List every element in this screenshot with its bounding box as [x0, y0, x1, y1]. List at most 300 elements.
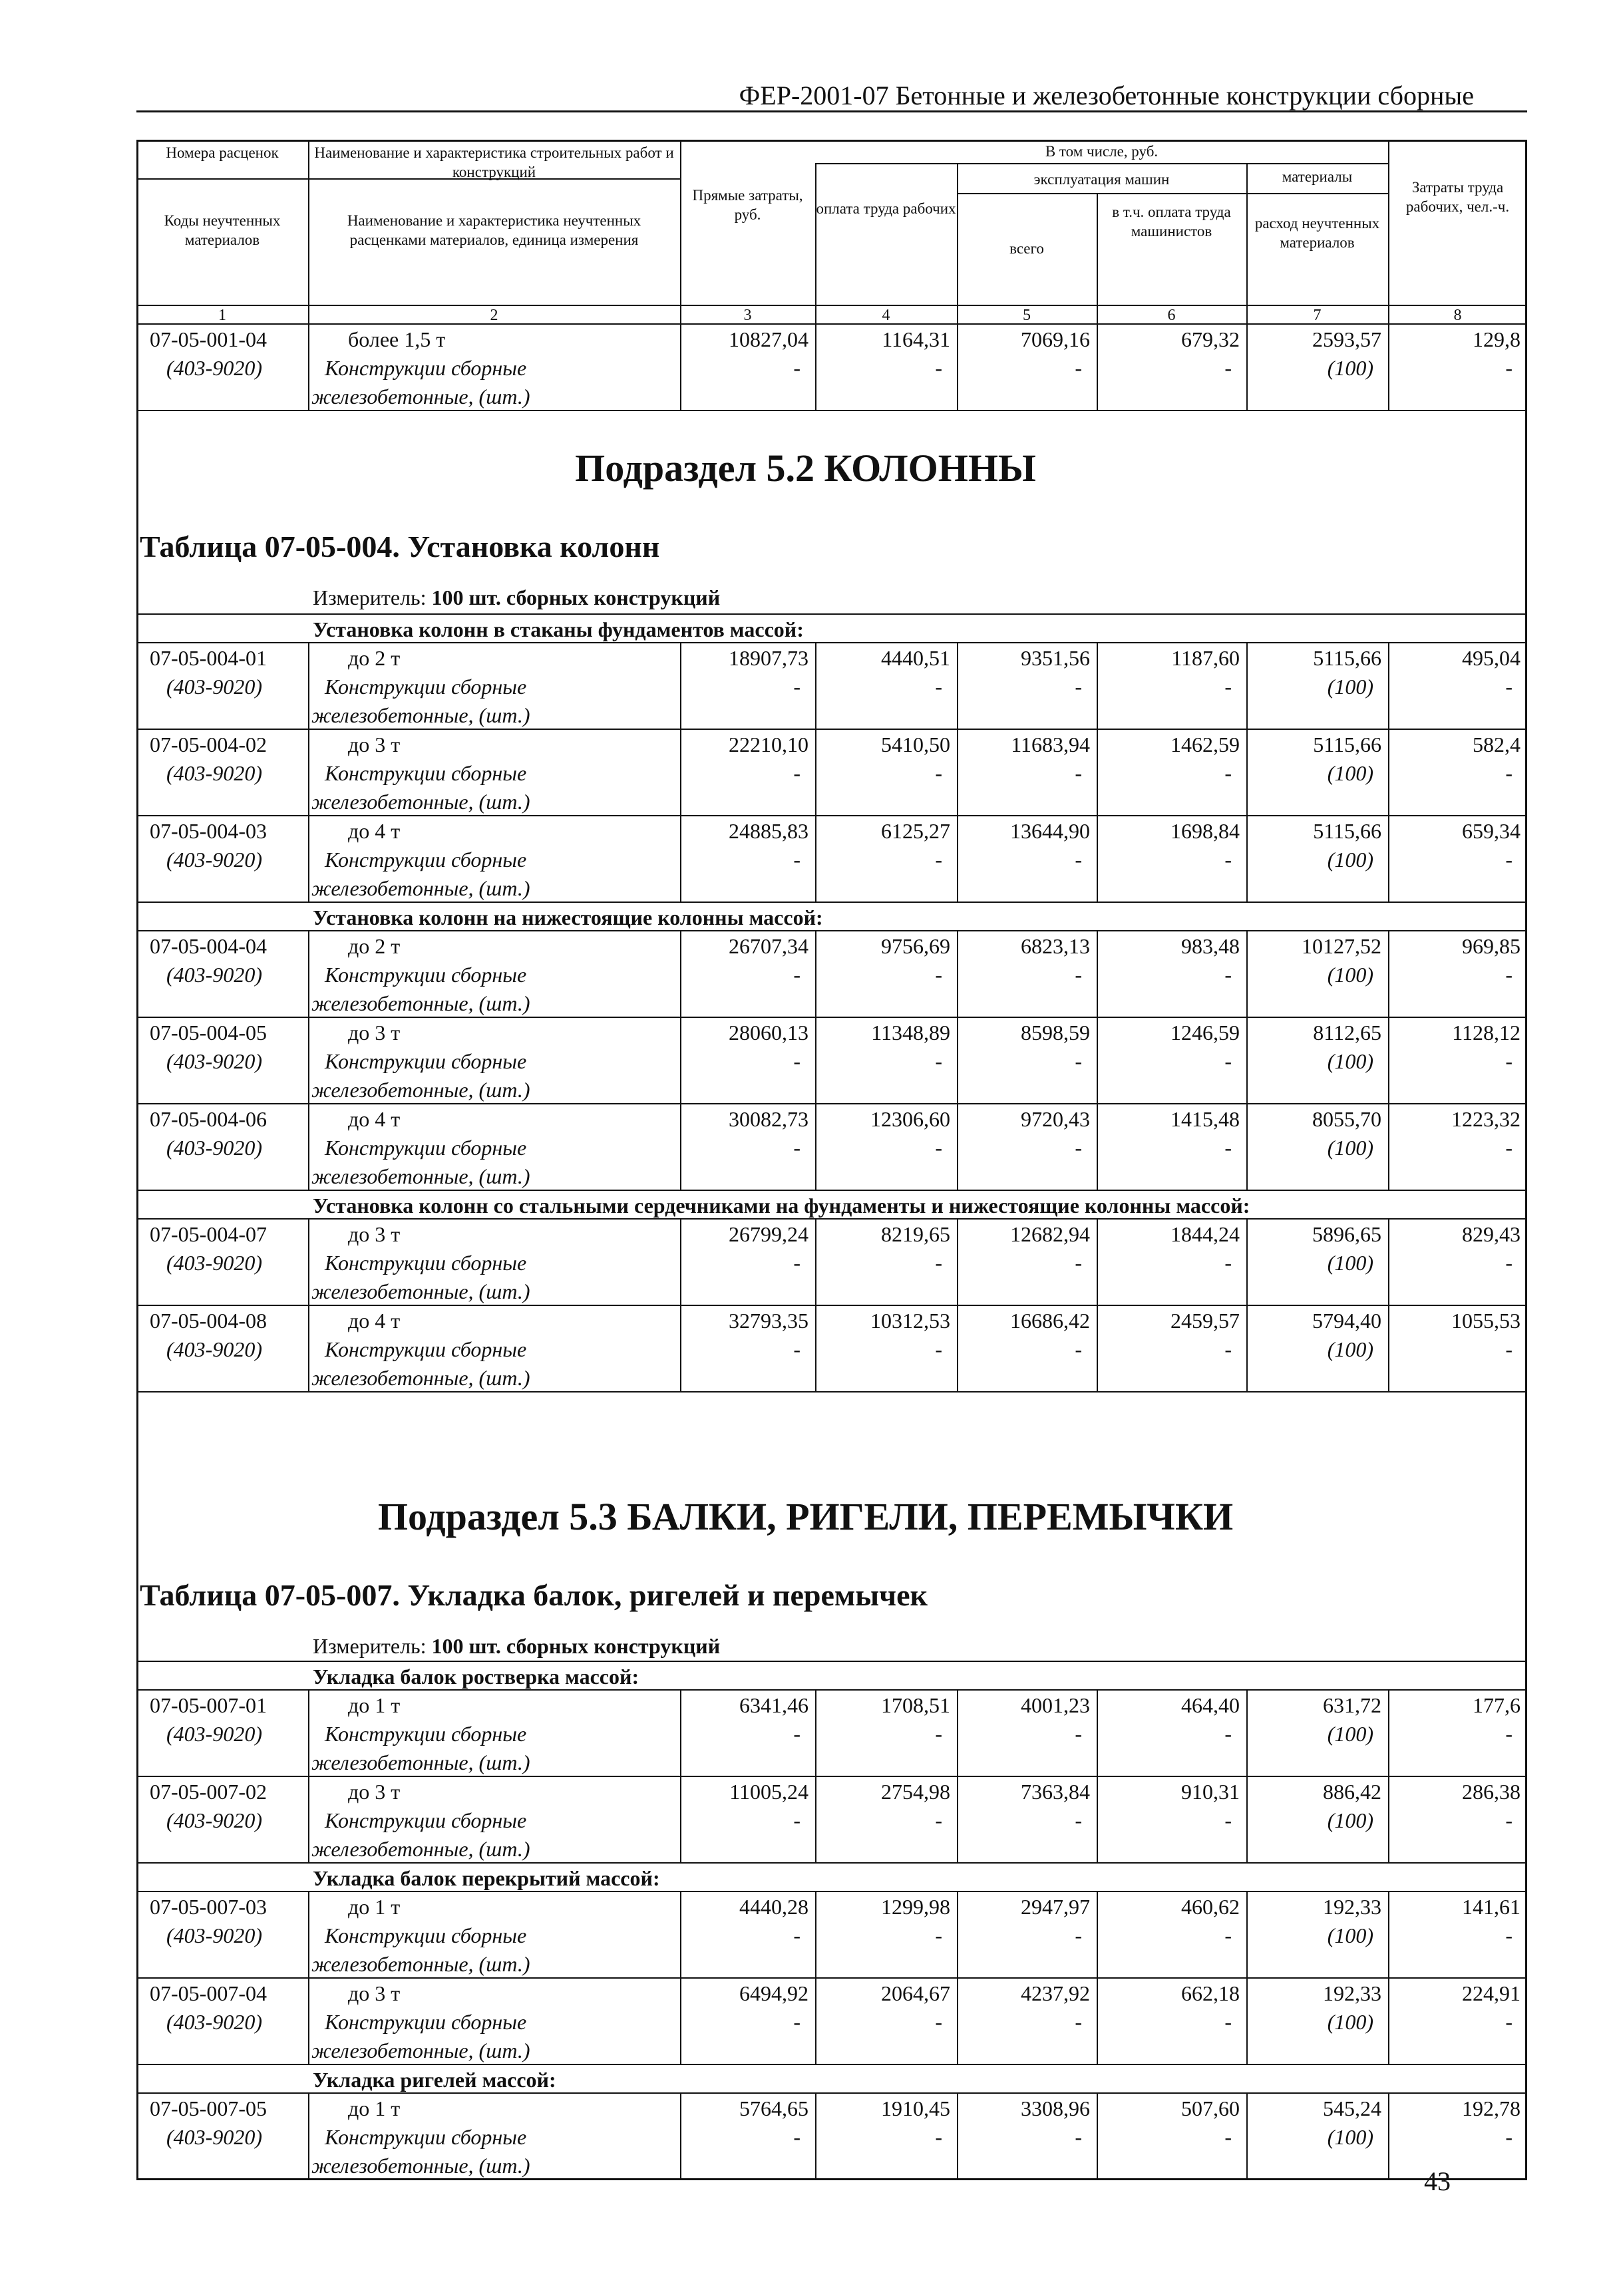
materials-value: 192,33 — [1323, 1981, 1381, 2005]
wages-value: 5410,50 — [881, 733, 950, 756]
wages-value: 1708,51 — [881, 1693, 950, 1717]
subsection-title: Подраздел 5.2 КОЛОННЫ — [575, 446, 1036, 490]
dash-value: - — [935, 1049, 942, 1073]
material-name: железобетонные, (шт.) — [311, 790, 530, 814]
material-code: (403-9020) — [166, 1049, 262, 1073]
material-name: Конструкции сборные — [325, 1923, 527, 1947]
rate-code: 07-05-007-04 — [150, 1981, 267, 2005]
rate-name: до 3 т — [348, 1021, 401, 1045]
col1-bottom-header: Коды неучтенных материалов — [164, 212, 281, 248]
material-code: (403-9020) — [166, 1337, 262, 1361]
material-qty: (100) — [1327, 356, 1373, 380]
dash-value: - — [1224, 1923, 1232, 1947]
dash-value: - — [793, 2125, 801, 2149]
group-heading: Установка колонн со стальными сердечниками на фундаменты и нижестоящие колонны массой: — [313, 1194, 1250, 1218]
direct-value: 26707,34 — [729, 934, 808, 958]
rate-code: 07-05-004-08 — [150, 1309, 267, 1333]
dash-value: - — [1505, 1722, 1513, 1746]
material-code: (403-9020) — [166, 1251, 262, 1275]
dash-value: - — [1075, 356, 1082, 380]
material-name: Конструкции сборные — [325, 1337, 527, 1361]
material-name: железобетонные, (шт.) — [311, 703, 530, 727]
materials-value: 5115,66 — [1313, 646, 1381, 670]
materials-value: 8112,65 — [1313, 1021, 1381, 1045]
dash-value: - — [1075, 1808, 1082, 1832]
material-code: (403-9020) — [166, 2010, 262, 2034]
dash-value: - — [935, 1136, 942, 1160]
rate-name: до 3 т — [348, 733, 401, 756]
labor-value: 1128,12 — [1452, 1021, 1521, 1045]
row-bottom-line — [136, 1103, 1527, 1104]
row-col-line — [308, 930, 309, 1017]
column-number: 6 — [1167, 307, 1176, 324]
row-bottom-line — [136, 2064, 1527, 2065]
column-number: 5 — [1023, 307, 1031, 324]
wages-value: 12306,60 — [870, 1107, 950, 1131]
column-number: 1 — [218, 307, 226, 324]
materials-value: 545,24 — [1323, 2096, 1381, 2120]
dash-value: - — [1505, 761, 1513, 785]
dash-value: - — [793, 1808, 801, 1832]
wages-value: 2754,98 — [881, 1780, 950, 1804]
material-name: железобетонные, (шт.) — [311, 1837, 530, 1861]
direct-value: 6494,92 — [739, 1981, 808, 2005]
group-heading: Укладка балок перекрытий массой: — [313, 1866, 660, 1890]
rate-name: до 1 т — [348, 1895, 401, 1919]
material-code: (403-9020) — [166, 848, 262, 872]
labor-value: 286,38 — [1462, 1780, 1521, 1804]
machines-header: эксплуатация машин — [1033, 171, 1170, 188]
group-bottom-line — [136, 1891, 1527, 1892]
group-heading: Установка колонн в стаканы фундаментов массой: — [313, 617, 804, 641]
rate-name: до 4 т — [348, 1309, 401, 1333]
dash-value: - — [1224, 2125, 1232, 2149]
row-col-line — [308, 1103, 309, 1190]
machines-wages-value: 1187,60 — [1171, 646, 1240, 670]
dash-value: - — [1224, 2010, 1232, 2034]
labor-value: 192,78 — [1462, 2096, 1521, 2120]
dash-value: - — [793, 1722, 801, 1746]
material-code: (403-9020) — [166, 1808, 262, 1832]
dash-value: - — [1224, 1722, 1232, 1746]
machines-value: 13644,90 — [1010, 819, 1090, 843]
material-code: (403-9020) — [166, 356, 262, 380]
labor-value: 224,91 — [1462, 1981, 1521, 2005]
row-col-line — [308, 729, 309, 815]
material-name: Конструкции сборные — [325, 675, 527, 699]
materials-value: 2593,57 — [1312, 327, 1381, 351]
dash-value: - — [793, 1251, 801, 1275]
row-col-line — [308, 1891, 309, 1977]
row-bottom-line — [136, 1017, 1527, 1018]
dash-value: - — [1224, 848, 1232, 872]
subsection-title: Подраздел 5.3 БАЛКИ, РИГЕЛИ, ПЕРЕМЫЧКИ — [377, 1495, 1234, 1538]
wages-value: 9756,69 — [881, 934, 950, 958]
dash-value: - — [793, 963, 801, 987]
col1-top-header: Номера расценок — [166, 144, 279, 161]
meter-value: 100 шт. сборных конструкций — [431, 1634, 721, 1658]
material-qty: (100) — [1327, 675, 1373, 699]
machines-value: 9720,43 — [1021, 1107, 1090, 1131]
dash-value: - — [1505, 1337, 1513, 1361]
rate-name: до 3 т — [348, 1780, 401, 1804]
dash-value: - — [1224, 1049, 1232, 1073]
dash-value: - — [1075, 675, 1082, 699]
machines-wages-value: 2459,57 — [1170, 1309, 1240, 1333]
direct-value: 22210,10 — [729, 733, 808, 756]
row-bottom-line — [136, 902, 1527, 903]
dash-value: - — [793, 1136, 801, 1160]
material-qty: (100) — [1327, 1808, 1373, 1832]
dash-value: - — [1075, 1722, 1082, 1746]
machines-wages-value: 1246,59 — [1170, 1021, 1240, 1045]
dash-value: - — [1505, 1136, 1513, 1160]
col-line-2 — [680, 140, 681, 323]
table-title: Таблица 07-05-007. Укладка балок, ригелей и перемычек — [140, 1578, 928, 1612]
machines-value: 8598,59 — [1021, 1021, 1090, 1045]
machines-wages-value: 1415,48 — [1170, 1107, 1240, 1131]
meter-line — [313, 585, 720, 610]
rate-code: 07-05-004-07 — [150, 1222, 267, 1246]
including-header: В том числе, руб. — [1045, 143, 1159, 160]
dash-value: - — [793, 2010, 801, 2034]
dash-value: - — [1505, 963, 1513, 987]
meter-value: 100 шт. сборных конструкций — [431, 585, 721, 609]
labor-header: Затраты труда рабочих, чел.-ч. — [1405, 179, 1510, 215]
rate-code: 07-05-007-01 — [150, 1693, 267, 1717]
material-qty: (100) — [1327, 848, 1373, 872]
rate-code: 07-05-004-05 — [150, 1021, 267, 1045]
materials-value: 5794,40 — [1312, 1309, 1381, 1333]
dash-value: - — [935, 1722, 942, 1746]
dash-value: - — [1505, 1251, 1513, 1275]
machines-value: 4237,92 — [1021, 1981, 1090, 2005]
rate-name: до 3 т — [348, 1981, 401, 2005]
wages-value: 11348,89 — [871, 1021, 950, 1045]
material-code: (403-9020) — [166, 1136, 262, 1160]
wages-value: 1910,45 — [881, 2096, 950, 2120]
row-col-line — [308, 815, 309, 902]
col-line-7 — [1388, 140, 1389, 323]
material-name: железобетонные, (шт.) — [311, 1750, 530, 1774]
row-bottom-line — [136, 1776, 1527, 1777]
group-heading: Установка колонн на нижестоящие колонны массой: — [313, 905, 823, 929]
row-bottom-line — [136, 1977, 1527, 1979]
group-bottom-line — [136, 642, 1527, 643]
material-name: Конструкции сборные — [325, 356, 527, 380]
running-header: ФЕР-2001-07 Бетонные и железобетонные конструкции сборные — [739, 81, 1474, 110]
meter-line-rule — [136, 1661, 1527, 1662]
dash-value: - — [1505, 2010, 1513, 2034]
dash-value: - — [793, 1337, 801, 1361]
material-name: железобетонные, (шт.) — [311, 1366, 530, 1390]
direct-value: 4440,28 — [739, 1895, 808, 1919]
material-name: Конструкции сборные — [325, 1049, 527, 1073]
dash-value: - — [935, 1251, 942, 1275]
row-bottom-line — [136, 2179, 1527, 2180]
dash-value: - — [1075, 1337, 1082, 1361]
row-col-line — [308, 1017, 309, 1103]
machines-wages-value: 1698,84 — [1170, 819, 1240, 843]
group-heading: Укладка ригелей массой: — [313, 2068, 556, 2092]
rate-name: более 1,5 т — [348, 327, 446, 351]
dash-value: - — [1075, 2010, 1082, 2034]
materials-value: 631,72 — [1323, 1693, 1381, 1717]
dash-value: - — [1505, 1049, 1513, 1073]
wages-value: 10312,53 — [870, 1309, 950, 1333]
material-qty: (100) — [1327, 963, 1373, 987]
machines-value: 11683,94 — [1011, 733, 1090, 756]
direct-value: 11005,24 — [729, 1780, 808, 1804]
labor-value: 969,85 — [1462, 934, 1521, 958]
rate-name: до 2 т — [348, 934, 401, 958]
group-bottom-line — [136, 2092, 1527, 2094]
table-title: Таблица 07-05-004. Установка колонн — [140, 530, 660, 564]
labor-value: 129,8 — [1473, 327, 1521, 351]
col2-bottom-header: Наименование и характеристика неучтенных расценками материалов, единица измерения — [347, 212, 641, 248]
row-col-line — [308, 642, 309, 729]
rate-code: 07-05-004-03 — [150, 819, 267, 843]
material-code: (403-9020) — [166, 963, 262, 987]
dash-value: - — [793, 675, 801, 699]
row-col-line — [308, 1776, 309, 1862]
material-code: (403-9020) — [166, 2125, 262, 2149]
header-rule — [136, 110, 1527, 112]
machines-wages-value: 1462,59 — [1170, 733, 1240, 756]
materials-value: 886,42 — [1323, 1780, 1381, 1804]
column-number: 2 — [490, 307, 498, 324]
material-code: (403-9020) — [166, 1923, 262, 1947]
row-col-line — [308, 1689, 309, 1776]
direct-value: 10827,04 — [729, 327, 808, 351]
header-bottom-line — [136, 305, 1527, 306]
dash-value: - — [935, 2010, 942, 2034]
column-number: 3 — [743, 307, 752, 324]
materials-spend-header: расход неучтенных материалов — [1254, 215, 1380, 251]
machines-value: 2947,97 — [1021, 1895, 1090, 1919]
materials-value: 5896,65 — [1312, 1222, 1381, 1246]
direct-value: 5764,65 — [739, 2096, 808, 2120]
dash-value: - — [1224, 1251, 1232, 1275]
material-qty: (100) — [1327, 2125, 1373, 2149]
rate-code: 07-05-007-05 — [150, 2096, 267, 2120]
column-number: 8 — [1453, 307, 1462, 324]
material-code: (403-9020) — [166, 1722, 262, 1746]
machines-line — [957, 193, 1388, 194]
machines-wages-value: 983,48 — [1181, 934, 1240, 958]
dash-value: - — [1505, 848, 1513, 872]
row-col-line — [308, 2092, 309, 2179]
group-bottom-line — [136, 1689, 1527, 1691]
material-code: (403-9020) — [166, 761, 262, 785]
machines-value: 6823,13 — [1021, 934, 1090, 958]
material-name: железобетонные, (шт.) — [311, 876, 530, 900]
rate-code: 07-05-004-06 — [150, 1107, 267, 1131]
material-name: железобетонные, (шт.) — [311, 991, 530, 1015]
dash-value: - — [1075, 1136, 1082, 1160]
dash-value: - — [935, 675, 942, 699]
dash-value: - — [1075, 761, 1082, 785]
row-bottom-line — [136, 729, 1527, 730]
dash-value: - — [1224, 1337, 1232, 1361]
machines-wages-value: 507,60 — [1181, 2096, 1240, 2120]
dash-value: - — [935, 1923, 942, 1947]
wages-value: 1164,31 — [882, 327, 950, 351]
rate-name: до 3 т — [348, 1222, 401, 1246]
dash-value: - — [1224, 356, 1232, 380]
materials-value: 8055,70 — [1312, 1107, 1381, 1131]
rate-code: 07-05-007-03 — [150, 1895, 267, 1919]
labor-value: 829,43 — [1462, 1222, 1521, 1246]
labor-value: 141,61 — [1462, 1895, 1521, 1919]
material-qty: (100) — [1327, 761, 1373, 785]
materials-value: 5115,66 — [1313, 819, 1381, 843]
labor-value: 177,6 — [1473, 1693, 1521, 1717]
material-name: железобетонные, (шт.) — [311, 1952, 530, 1976]
machines-wages-value: 910,31 — [1181, 1780, 1240, 1804]
materials-value: 192,33 — [1323, 1895, 1381, 1919]
material-name: железобетонные, (шт.) — [311, 2154, 530, 2178]
dash-value: - — [793, 1923, 801, 1947]
including-line — [815, 163, 1388, 164]
labor-value: 495,04 — [1462, 646, 1521, 670]
material-name: Конструкции сборные — [325, 963, 527, 987]
row-bottom-line — [136, 1391, 1527, 1393]
dash-value: - — [935, 1808, 942, 1832]
col-line-3 — [815, 163, 816, 323]
direct-value: 6341,46 — [739, 1693, 808, 1717]
dash-value: - — [1224, 675, 1232, 699]
material-qty: (100) — [1327, 1337, 1373, 1361]
direct-value: 30082,73 — [729, 1107, 808, 1131]
dash-value: - — [1224, 761, 1232, 785]
row-col-line — [308, 323, 309, 410]
machines-wages-value: 662,18 — [1181, 1981, 1240, 2005]
wages-value: 6125,27 — [881, 819, 950, 843]
material-name: Конструкции сборные — [325, 761, 527, 785]
wages-value: 8219,65 — [881, 1222, 950, 1246]
direct-value: 24885,83 — [729, 819, 808, 843]
materials-header: материалы — [1282, 168, 1353, 185]
material-name: Конструкции сборные — [325, 2010, 527, 2034]
row-bottom-line — [136, 1862, 1527, 1864]
dash-value: - — [1505, 2125, 1513, 2149]
dash-value: - — [793, 356, 801, 380]
group-bottom-line — [136, 1218, 1527, 1220]
dash-value: - — [1075, 1923, 1082, 1947]
material-code: (403-9020) — [166, 675, 262, 699]
dash-value: - — [1075, 1049, 1082, 1073]
dash-value: - — [935, 1337, 942, 1361]
rate-name: до 1 т — [348, 1693, 401, 1717]
machines-value: 7363,84 — [1021, 1780, 1090, 1804]
labor-value: 582,4 — [1473, 733, 1521, 756]
wages-value: 1299,98 — [881, 1895, 950, 1919]
row-bottom-line — [136, 1305, 1527, 1306]
machines-wages-value: 464,40 — [1181, 1693, 1240, 1717]
material-name: Конструкции сборные — [325, 1251, 527, 1275]
wages-value: 4440,51 — [881, 646, 950, 670]
machines-value: 12682,94 — [1010, 1222, 1090, 1246]
dash-value: - — [935, 761, 942, 785]
dash-value: - — [935, 2125, 942, 2149]
rate-name: до 1 т — [348, 2096, 401, 2120]
material-name: железобетонные, (шт.) — [311, 2039, 530, 2062]
row-col-line — [308, 1218, 309, 1305]
direct-value: 32793,35 — [729, 1309, 808, 1333]
rate-code: 07-05-004-02 — [150, 733, 267, 756]
materials-value: 5115,66 — [1313, 733, 1381, 756]
dash-value: - — [793, 1049, 801, 1073]
machines-total-header: всего — [1009, 240, 1044, 257]
material-name: Конструкции сборные — [325, 1136, 527, 1160]
dash-value: - — [1224, 1808, 1232, 1832]
row-col-line — [308, 1977, 309, 2064]
group-bottom-line — [136, 930, 1527, 931]
meter-line — [313, 1634, 720, 1659]
material-qty: (100) — [1327, 1049, 1373, 1073]
machines-value: 3308,96 — [1021, 2096, 1090, 2120]
material-name: Конструкции сборные — [325, 1722, 527, 1746]
material-name: Конструкции сборные — [325, 848, 527, 872]
direct-value: 28060,13 — [729, 1021, 808, 1045]
machines-wages-value: 460,62 — [1181, 1895, 1240, 1919]
dash-value: - — [1505, 675, 1513, 699]
rate-name: до 4 т — [348, 819, 401, 843]
material-name: железобетонные, (шт.) — [311, 1164, 530, 1188]
dash-value: - — [1505, 356, 1513, 380]
machines-value: 7069,16 — [1021, 327, 1090, 351]
dash-value: - — [1075, 2125, 1082, 2149]
labor-value: 659,34 — [1462, 819, 1521, 843]
materials-value: 10127,52 — [1302, 934, 1381, 958]
meter-label: Измеритель: — [313, 1634, 427, 1658]
rate-name: до 2 т — [348, 646, 401, 670]
rate-code: 07-05-001-04 — [150, 327, 267, 351]
dash-value: - — [935, 963, 942, 987]
material-name: железобетонные, (шт.) — [311, 1279, 530, 1303]
material-qty: (100) — [1327, 1923, 1373, 1947]
dash-value: - — [1224, 963, 1232, 987]
wages-value: 2064,67 — [881, 1981, 950, 2005]
material-name: Конструкции сборные — [325, 1808, 527, 1832]
rate-code: 07-05-004-01 — [150, 646, 267, 670]
material-qty: (100) — [1327, 2010, 1373, 2034]
material-name: железобетонные, (шт.) — [311, 1078, 530, 1102]
direct-value: 26799,24 — [729, 1222, 808, 1246]
machines-value: 16686,42 — [1010, 1309, 1090, 1333]
dash-value: - — [793, 848, 801, 872]
machines-value: 4001,23 — [1021, 1693, 1090, 1717]
machines-value: 9351,56 — [1021, 646, 1090, 670]
direct-cost-header: Прямые затраты, руб. — [692, 187, 803, 223]
material-qty: (100) — [1327, 1722, 1373, 1746]
dash-value: - — [935, 356, 942, 380]
group-heading: Укладка балок ростверка массой: — [313, 1665, 639, 1689]
labor-value: 1223,32 — [1451, 1107, 1521, 1131]
labor-value: 1055,53 — [1451, 1309, 1521, 1333]
column-number: 7 — [1313, 307, 1322, 324]
dash-value: - — [1075, 1251, 1082, 1275]
col2-top-header: Наименование и характеристика строительных работ и конструкций — [314, 144, 674, 180]
dash-value: - — [1075, 848, 1082, 872]
machines-wages-value: 1844,24 — [1170, 1222, 1240, 1246]
rate-name: до 4 т — [348, 1107, 401, 1131]
dash-value: - — [1075, 963, 1082, 987]
material-name: железобетонные, (шт.) — [311, 385, 530, 409]
dash-value: - — [1224, 1136, 1232, 1160]
column-number: 4 — [882, 307, 890, 324]
